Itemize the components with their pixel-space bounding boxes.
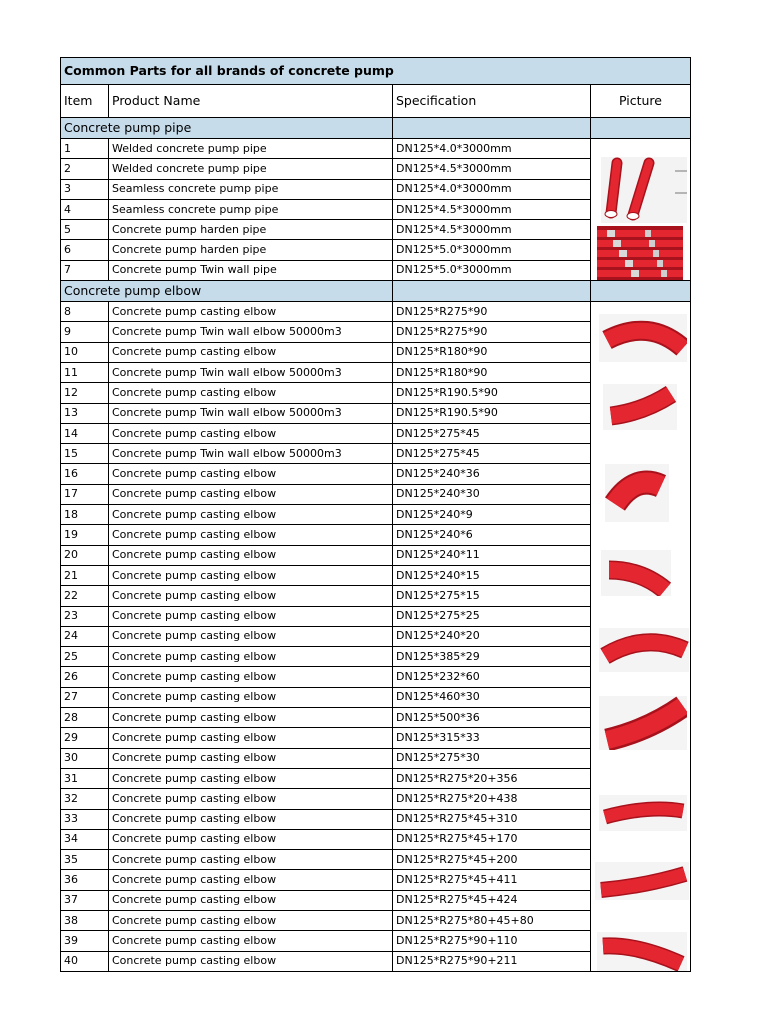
product-name: Concrete pump casting elbow xyxy=(109,951,393,971)
item-number: 27 xyxy=(61,687,109,707)
specification: DN125*240*6 xyxy=(393,525,591,545)
product-name: Seamless concrete pump pipe xyxy=(109,199,393,219)
product-name: Concrete pump casting elbow xyxy=(109,829,393,849)
product-name: Concrete pump casting elbow xyxy=(109,383,393,403)
specification: DN125*4.0*3000mm xyxy=(393,179,591,199)
item-number: 18 xyxy=(61,505,109,525)
product-name: Welded concrete pump pipe xyxy=(109,159,393,179)
section-picture-blank xyxy=(591,118,691,139)
item-number: 15 xyxy=(61,444,109,464)
specification: DN125*R275*80+45+80 xyxy=(393,910,591,930)
header-product-name: Product Name xyxy=(109,85,393,118)
item-number: 7 xyxy=(61,260,109,280)
item-number: 36 xyxy=(61,870,109,890)
product-name: Concrete pump casting elbow xyxy=(109,586,393,606)
item-number: 37 xyxy=(61,890,109,910)
header-specification: Specification xyxy=(393,85,591,118)
item-number: 1 xyxy=(61,139,109,159)
specification: DN125*5.0*3000mm xyxy=(393,260,591,280)
table-row xyxy=(61,139,691,159)
specification: DN125*4.5*3000mm xyxy=(393,199,591,219)
product-name: Concrete pump casting elbow xyxy=(109,484,393,504)
product-name: Concrete pump casting elbow xyxy=(109,464,393,484)
section-picture-blank xyxy=(591,281,691,302)
product-name: Concrete pump casting elbow xyxy=(109,606,393,626)
section-title: Concrete pump pipe xyxy=(61,118,393,139)
product-name: Concrete pump casting elbow xyxy=(109,728,393,748)
item-number: 2 xyxy=(61,159,109,179)
product-name: Concrete pump casting elbow xyxy=(109,302,393,322)
product-name: Concrete pump harden pipe xyxy=(109,240,393,260)
product-name: Concrete pump casting elbow xyxy=(109,565,393,585)
specification: DN125*275*30 xyxy=(393,748,591,768)
product-name: Concrete pump casting elbow xyxy=(109,910,393,930)
item-number: 29 xyxy=(61,728,109,748)
product-name: Concrete pump casting elbow xyxy=(109,708,393,728)
straight-pipes-photo xyxy=(599,157,689,226)
specification: DN125*240*9 xyxy=(393,505,591,525)
specification: DN125*240*15 xyxy=(393,565,591,585)
item-number: 6 xyxy=(61,240,109,260)
product-name: Concrete pump Twin wall elbow 50000m3 xyxy=(109,322,393,342)
parts-table xyxy=(60,57,691,972)
section-header-row xyxy=(61,118,691,139)
specification: DN125*R180*90 xyxy=(393,342,591,362)
header-picture: Picture xyxy=(591,85,691,118)
item-number: 4 xyxy=(61,199,109,219)
table-row xyxy=(61,302,691,322)
specification: DN125*240*36 xyxy=(393,464,591,484)
product-name: Concrete pump casting elbow xyxy=(109,809,393,829)
product-name: Concrete pump casting elbow xyxy=(109,931,393,951)
item-number: 17 xyxy=(61,484,109,504)
specification: DN125*R275*45+411 xyxy=(393,870,591,890)
specification: DN125*385*29 xyxy=(393,647,591,667)
product-name: Concrete pump harden pipe xyxy=(109,220,393,240)
specification: DN125*R190.5*90 xyxy=(393,403,591,423)
specification: DN125*4.5*3000mm xyxy=(393,159,591,179)
specification: DN125*240*30 xyxy=(393,484,591,504)
specification: DN125*R275*45+310 xyxy=(393,809,591,829)
item-number: 5 xyxy=(61,220,109,240)
specification: DN125*R275*90+110 xyxy=(393,931,591,951)
item-number: 19 xyxy=(61,525,109,545)
product-name: Concrete pump casting elbow xyxy=(109,525,393,545)
product-name: Concrete pump Twin wall pipe xyxy=(109,260,393,280)
elbow-photo-7 xyxy=(599,795,687,834)
specification: DN125*240*11 xyxy=(393,545,591,565)
item-number: 23 xyxy=(61,606,109,626)
parts-sheet xyxy=(60,57,690,972)
specification: DN125*R275*90 xyxy=(393,302,591,322)
product-name: Concrete pump casting elbow xyxy=(109,647,393,667)
item-number: 13 xyxy=(61,403,109,423)
specification: DN125*R275*45+200 xyxy=(393,850,591,870)
specification: DN125*275*15 xyxy=(393,586,591,606)
product-name: Concrete pump Twin wall elbow 50000m3 xyxy=(109,403,393,423)
product-name: Concrete pump casting elbow xyxy=(109,342,393,362)
picture-cell xyxy=(591,302,691,972)
pipe-bundle-photo xyxy=(597,226,683,281)
specification: DN125*R275*45+424 xyxy=(393,890,591,910)
item-number: 34 xyxy=(61,829,109,849)
item-number: 35 xyxy=(61,850,109,870)
item-number: 32 xyxy=(61,789,109,809)
specification: DN125*315*33 xyxy=(393,728,591,748)
item-number: 21 xyxy=(61,565,109,585)
item-number: 30 xyxy=(61,748,109,768)
specification: DN125*R275*90 xyxy=(393,322,591,342)
specification: DN125*R275*90+211 xyxy=(393,951,591,971)
specification: DN125*460*30 xyxy=(393,687,591,707)
item-number: 3 xyxy=(61,179,109,199)
product-name: Concrete pump casting elbow xyxy=(109,890,393,910)
product-name: Concrete pump casting elbow xyxy=(109,626,393,646)
specification: DN125*275*45 xyxy=(393,444,591,464)
elbow-photo-6 xyxy=(599,696,687,753)
product-name: Concrete pump casting elbow xyxy=(109,850,393,870)
item-number: 22 xyxy=(61,586,109,606)
item-number: 11 xyxy=(61,362,109,382)
elbow-photo-9 xyxy=(597,932,687,971)
picture-cell xyxy=(591,139,691,281)
specification: DN125*R275*20+356 xyxy=(393,768,591,788)
product-name: Concrete pump casting elbow xyxy=(109,789,393,809)
product-name: Seamless concrete pump pipe xyxy=(109,179,393,199)
table-header-row xyxy=(61,85,691,118)
item-number: 39 xyxy=(61,931,109,951)
item-number: 16 xyxy=(61,464,109,484)
specification: DN125*5.0*3000mm xyxy=(393,240,591,260)
specification: DN125*240*20 xyxy=(393,626,591,646)
specification: DN125*R190.5*90 xyxy=(393,383,591,403)
specification: DN125*500*36 xyxy=(393,708,591,728)
elbow-photo-4 xyxy=(601,550,671,599)
item-number: 20 xyxy=(61,545,109,565)
elbow-photo-8 xyxy=(595,862,689,903)
section-spec-blank xyxy=(393,281,591,302)
specification: DN125*4.5*3000mm xyxy=(393,220,591,240)
product-name: Concrete pump casting elbow xyxy=(109,768,393,788)
item-number: 25 xyxy=(61,647,109,667)
specification: DN125*275*25 xyxy=(393,606,591,626)
product-name: Concrete pump casting elbow xyxy=(109,870,393,890)
specification: DN125*275*45 xyxy=(393,423,591,443)
item-number: 28 xyxy=(61,708,109,728)
item-number: 24 xyxy=(61,626,109,646)
specification: DN125*4.0*3000mm xyxy=(393,139,591,159)
elbow-photo-2 xyxy=(603,384,677,433)
table-title-row xyxy=(61,58,691,85)
product-name: Concrete pump casting elbow xyxy=(109,748,393,768)
section-header-row xyxy=(61,281,691,302)
item-number: 26 xyxy=(61,667,109,687)
elbow-photo-5 xyxy=(599,628,689,675)
product-name: Concrete pump Twin wall elbow 50000m3 xyxy=(109,444,393,464)
product-name: Concrete pump casting elbow xyxy=(109,687,393,707)
header-item: Item xyxy=(61,85,109,118)
product-name: Concrete pump Twin wall elbow 50000m3 xyxy=(109,362,393,382)
section-title: Concrete pump elbow xyxy=(61,281,393,302)
specification: DN125*R180*90 xyxy=(393,362,591,382)
product-name: Concrete pump casting elbow xyxy=(109,667,393,687)
elbow-photo-3 xyxy=(605,464,669,525)
specification: DN125*232*60 xyxy=(393,667,591,687)
item-number: 14 xyxy=(61,423,109,443)
product-name: Welded concrete pump pipe xyxy=(109,139,393,159)
specification: DN125*R275*20+438 xyxy=(393,789,591,809)
product-name: Concrete pump casting elbow xyxy=(109,545,393,565)
item-number: 40 xyxy=(61,951,109,971)
elbow-photo-1 xyxy=(599,314,687,365)
item-number: 8 xyxy=(61,302,109,322)
product-name: Concrete pump casting elbow xyxy=(109,505,393,525)
item-number: 38 xyxy=(61,910,109,930)
product-name: Concrete pump casting elbow xyxy=(109,423,393,443)
specification: DN125*R275*45+170 xyxy=(393,829,591,849)
section-spec-blank xyxy=(393,118,591,139)
item-number: 31 xyxy=(61,768,109,788)
item-number: 12 xyxy=(61,383,109,403)
table-title: Common Parts for all brands of concrete pump xyxy=(61,58,691,85)
item-number: 33 xyxy=(61,809,109,829)
item-number: 9 xyxy=(61,322,109,342)
item-number: 10 xyxy=(61,342,109,362)
